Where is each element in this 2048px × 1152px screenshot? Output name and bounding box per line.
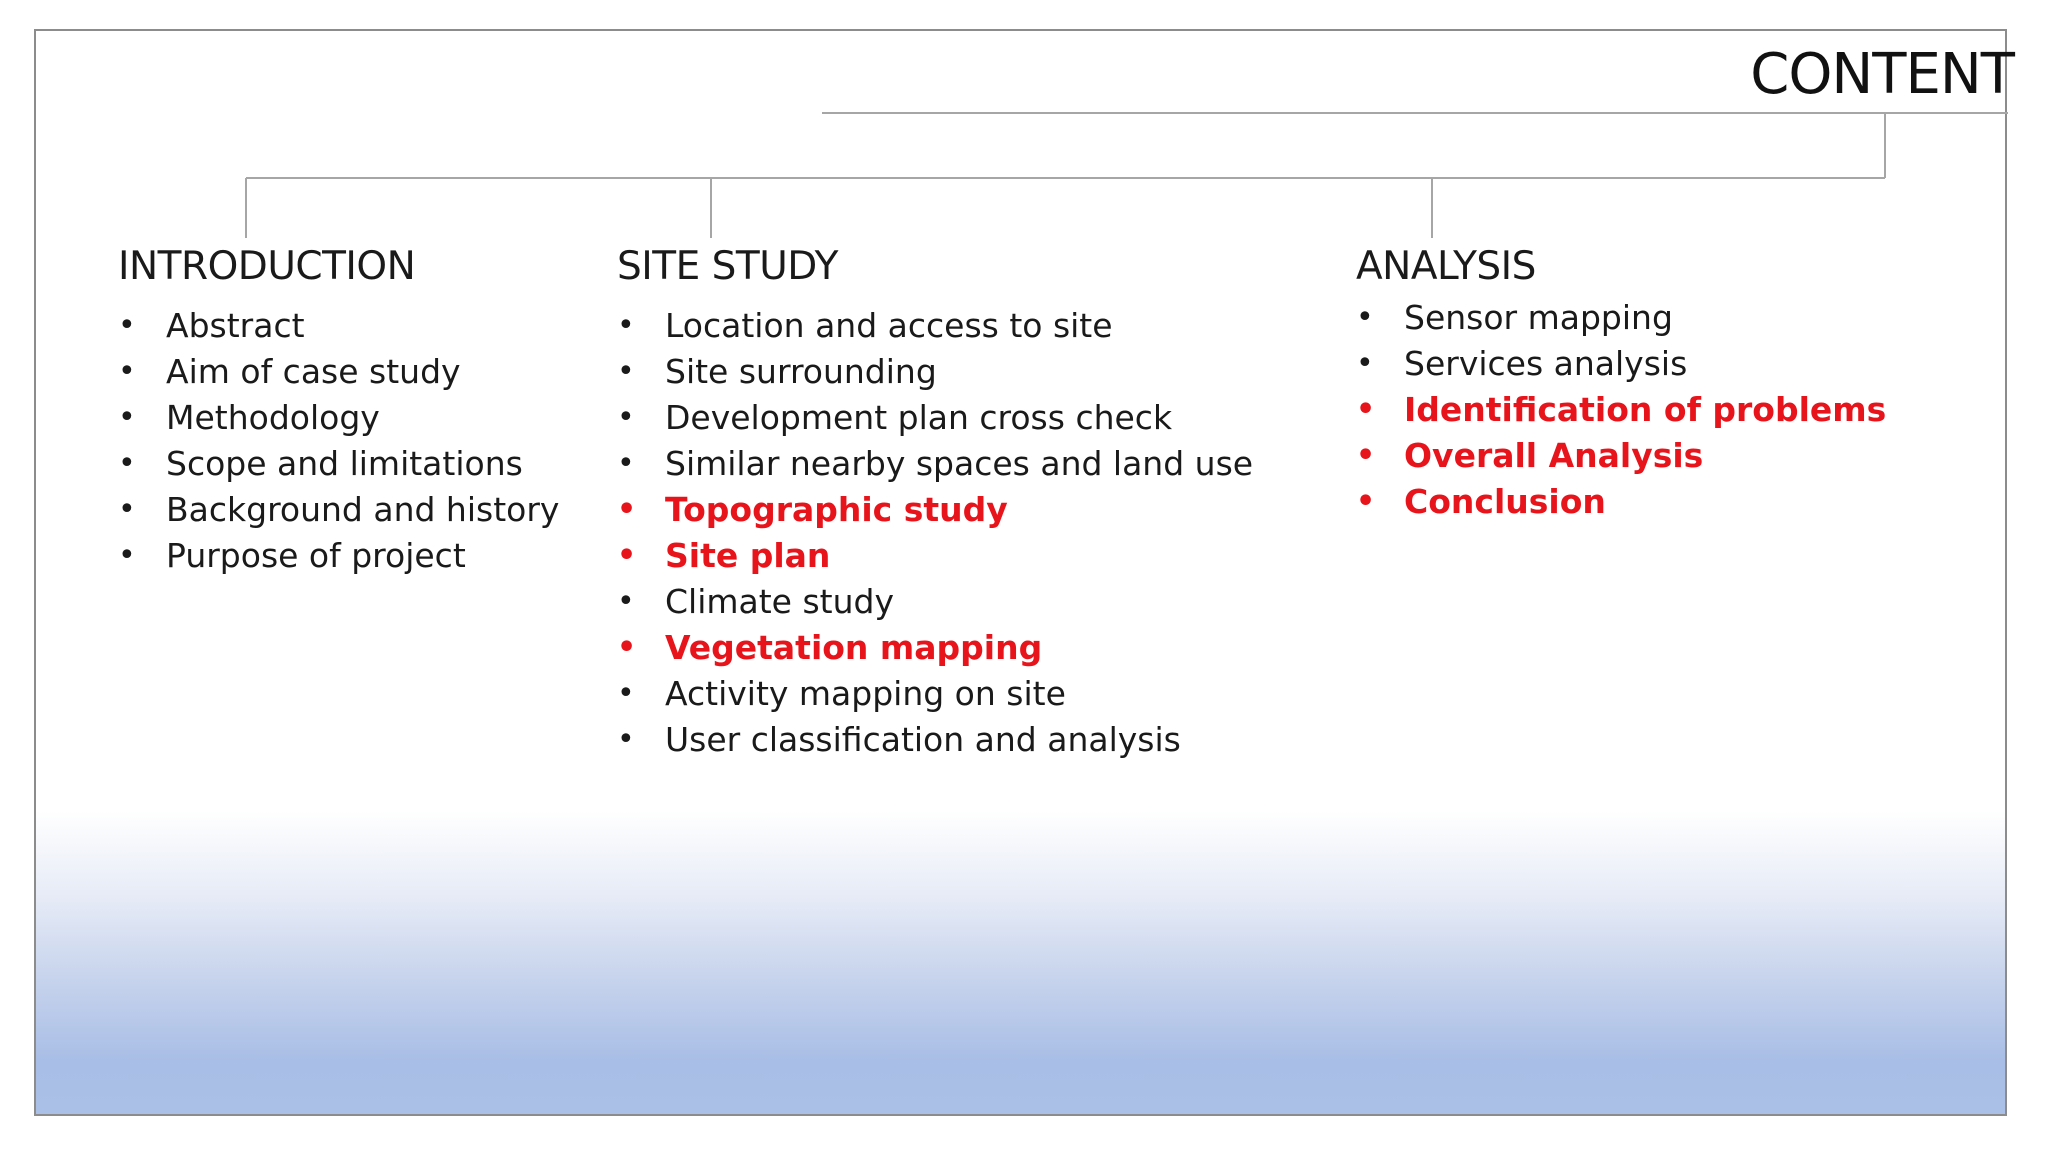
bullet-icon: • [617, 584, 635, 619]
list-item-text: Site plan [665, 536, 831, 575]
bullet-icon: • [617, 400, 635, 435]
list-item-text: Identification of problems [1404, 390, 1887, 429]
bullet-icon: • [617, 722, 635, 757]
list-item-text: Location and access to site [665, 306, 1113, 345]
bullet-icon: • [1356, 300, 1374, 335]
bullet-icon: • [1356, 346, 1374, 381]
list-item [1356, 295, 1886, 341]
column-heading-introduction: INTRODUCTION [118, 244, 416, 289]
list-item-text: Topographic study [665, 490, 1008, 529]
column-introduction [118, 244, 559, 579]
list-item-text: Sensor mapping [1404, 298, 1673, 337]
list-item [1356, 341, 1886, 387]
list-item-text: Overall Analysis [1404, 436, 1704, 475]
list-item [617, 303, 1253, 349]
bullet-icon: • [617, 354, 635, 389]
bullet-icon: • [118, 446, 136, 481]
column-heading-site-study: SITE STUDY [617, 244, 838, 289]
list-item [617, 533, 1253, 579]
list-item-text: Background and history [166, 490, 560, 529]
list-item [617, 349, 1253, 395]
list-item-text: Activity mapping on site [665, 674, 1066, 713]
list-item [1356, 479, 1886, 525]
list-item [1356, 433, 1886, 479]
list-item-text: Similar nearby spaces and land use [665, 444, 1254, 483]
list-item-text: Aim of case study [166, 352, 461, 391]
bullet-icon: • [617, 446, 635, 481]
list-item [118, 395, 559, 441]
content-title: CONTENT [1750, 42, 2014, 107]
bullet-icon: • [617, 308, 635, 343]
bullet-icon: • [1356, 392, 1376, 427]
list-item [118, 487, 559, 533]
list-item-text: Climate study [665, 582, 895, 621]
bullet-icon: • [617, 676, 635, 711]
list-item [617, 579, 1253, 625]
site-study-list [617, 303, 1253, 763]
list-item [617, 395, 1253, 441]
list-item-text: Services analysis [1404, 344, 1688, 383]
column-site-study [617, 244, 1253, 763]
list-item [1356, 387, 1886, 433]
list-item-text: Methodology [166, 398, 380, 437]
bullet-icon: • [118, 492, 136, 527]
list-item [617, 625, 1253, 671]
list-item [118, 303, 559, 349]
bullet-icon: • [118, 308, 136, 343]
list-item-text: Scope and limitations [166, 444, 523, 483]
list-item [617, 487, 1253, 533]
bullet-icon: • [1356, 484, 1376, 519]
list-item [617, 671, 1253, 717]
list-item [617, 717, 1253, 763]
bullet-icon: • [617, 492, 637, 527]
column-heading-analysis: ANALYSIS [1356, 244, 1536, 289]
list-item-text: Site surrounding [665, 352, 937, 391]
list-item [118, 441, 559, 487]
list-item-text: User classification and analysis [665, 720, 1181, 759]
introduction-list [118, 303, 559, 579]
list-item-text: Vegetation mapping [665, 628, 1043, 667]
list-item-text: Conclusion [1404, 482, 1606, 521]
bullet-icon: • [118, 354, 136, 389]
bullet-icon: • [118, 400, 136, 435]
list-item [118, 349, 559, 395]
column-analysis [1356, 244, 1886, 525]
analysis-list [1356, 295, 1886, 525]
bullet-icon: • [118, 538, 136, 573]
list-item-text: Development plan cross check [665, 398, 1173, 437]
list-item-text: Purpose of project [166, 536, 466, 575]
bullet-icon: • [617, 538, 637, 573]
bullet-icon: • [617, 630, 637, 665]
list-item [118, 533, 559, 579]
bullet-icon: • [1356, 438, 1376, 473]
list-item-text: Abstract [166, 306, 305, 345]
list-item [617, 441, 1253, 487]
